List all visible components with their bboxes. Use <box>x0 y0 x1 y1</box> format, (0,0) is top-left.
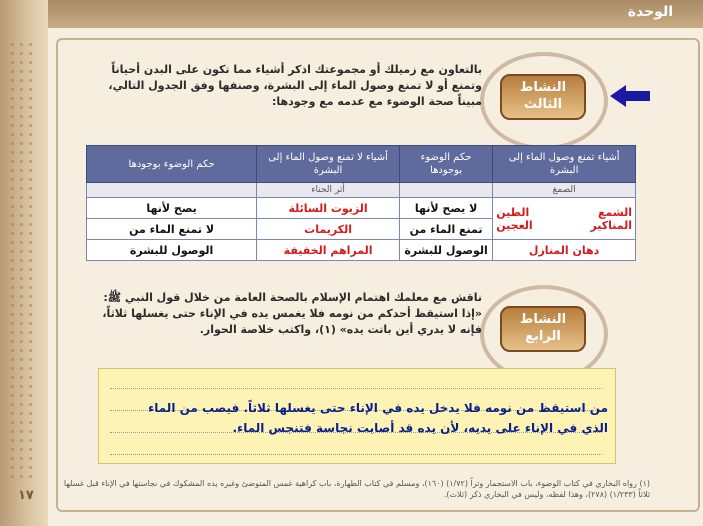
answer-line2: الذي في الإناء على يديه، لأن يده قد أصابت نجاسة فتنجس الماء. <box>232 421 608 435</box>
arrow-left-icon <box>610 85 650 107</box>
activity3-badge-line1: النشاط <box>519 80 567 95</box>
activity3-badge <box>500 74 586 120</box>
table-cell: يصح لأنها <box>87 198 257 219</box>
table-header: حكم الوضوء بوجودها <box>87 146 257 183</box>
table-cell: لا تمنع الماء من <box>87 219 257 240</box>
spine-pattern <box>8 40 36 480</box>
activity3-badge-line2: الثالث <box>523 97 563 112</box>
unit-title: الوحدة <box>627 4 673 20</box>
answer-line <box>110 388 602 389</box>
activity4-badge <box>500 306 586 352</box>
table-header-row <box>87 146 636 183</box>
activity4-instructions: ناقش مع معلمك اهتمام الإسلام بالصحة العامة من خلال قول النبي ﷺ: «إذا استيقظ أحدكم من نومه فلا يغمس يده في الإناء حتى يغسلها ثلاثاً، فإنه لا يدري أين باتت يده» (١)، واكتب خلاصة الحوار. <box>102 291 482 336</box>
table-cell: الزيوت السائلة <box>257 198 400 219</box>
table-header: حكم الوضوء بوجودها <box>399 146 492 183</box>
table-cell: أثر الحناء <box>257 183 400 198</box>
table-cell <box>493 198 636 240</box>
activity3-instructions: بالتعاون مع زميلك أو مجموعتك اذكر أشياء مما تكون على البدن أحياناً وتمنع أو لا تمنع وصول الماء إلى البشرة، وصنفها وفق الجدول التالي، مبيناً صحة الوضوء مع عدمه مع وجودها: <box>108 63 482 108</box>
table-cell: الصمغ <box>493 183 636 198</box>
table-header: أشياء لا تمنع وصول الماء إلى البشرة <box>257 146 400 183</box>
activity4-badge-line2: الرابع <box>525 329 561 344</box>
classification-table <box>86 145 636 261</box>
item-mud: الطين <box>496 205 530 219</box>
table-cell: الوصول للبشرة <box>87 240 257 261</box>
table-cell <box>399 183 492 198</box>
answer-line <box>110 454 602 455</box>
table-cell: المراهم الخفيفة <box>257 240 400 261</box>
page-number: ١٧ <box>18 488 34 503</box>
answer-line1: من استيقظ من نومه فلا يدخل يده في الإناء حتى يغسلها ثلاثاً. فيصب من الماء <box>148 401 608 415</box>
unit-header-bar <box>48 0 703 28</box>
table-row <box>87 240 636 261</box>
table-cell <box>87 183 257 198</box>
item-dough: العجين <box>496 218 533 232</box>
table-cell: الكريمات <box>257 219 400 240</box>
item-wax: الشمع <box>598 205 632 219</box>
answer-text <box>138 398 608 438</box>
table-cell: دهان المنازل <box>493 240 636 261</box>
page-spine <box>0 0 48 526</box>
table-example-row <box>87 183 636 198</box>
item-nail-polish: المناكير <box>590 218 632 232</box>
table-cell: الوصول للبشرة <box>399 240 492 261</box>
table-cell: لا يصح لأنها <box>399 198 492 219</box>
table-cell: تمنع الماء من <box>399 219 492 240</box>
table-row <box>87 198 636 219</box>
table-header: أشياء تمنع وصول الماء إلى البشرة <box>493 146 636 183</box>
activity4-badge-line1: النشاط <box>519 312 567 327</box>
footnote: (١) رواه البخاري في كتاب الوضوء، باب الاستجمار وتراً (١/٧٢) (١٦٠)، ومسلم في كتاب الطهارة، باب كراهية غمس المتوضئ وغيره يده المشكوك في نجاستها في الإناء قبل غسلها ثلاثاً (١/٢٣٣) (٢٧٨)، وهذا لفظه، وليس في البخاري ذكر (ثلاث). <box>63 479 650 499</box>
